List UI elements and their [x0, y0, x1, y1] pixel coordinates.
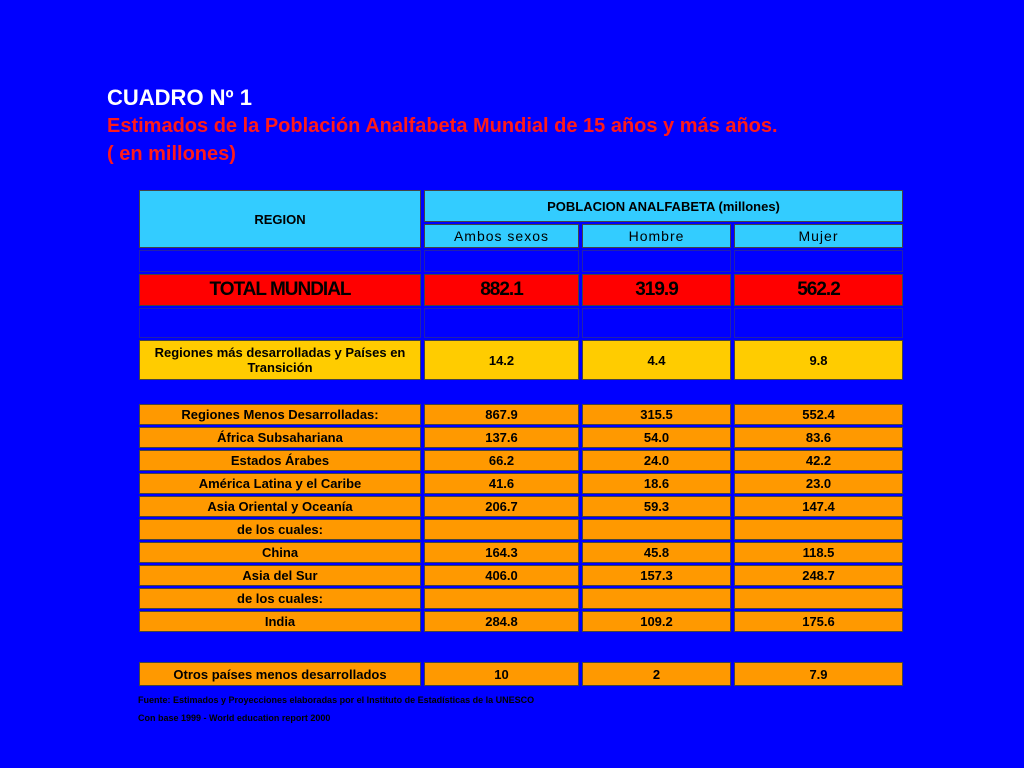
table-title: CUADRO Nº 1: [107, 85, 252, 110]
row-ambos: 41.6: [424, 473, 579, 494]
table-row: [139, 404, 903, 425]
row-region: China: [139, 542, 421, 563]
total-region: TOTAL MUNDIAL: [139, 274, 421, 306]
row-mujer: [734, 588, 903, 609]
row-mujer: 175.6: [734, 611, 903, 632]
row-mujer: 147.4: [734, 496, 903, 517]
spacer-cell: [734, 308, 903, 338]
row-hombre: 157.3: [582, 565, 731, 586]
total-ambos: 882.1: [424, 274, 579, 306]
row-hombre: [582, 588, 731, 609]
spacer-cell: [424, 308, 579, 338]
row-ambos: 66.2: [424, 450, 579, 471]
other-ambos: 10: [424, 662, 579, 686]
row-region: Regiones Menos Desarrolladas:: [139, 404, 421, 425]
row-region: India: [139, 611, 421, 632]
row-hombre: 315.5: [582, 404, 731, 425]
footer-source: Fuente: Estimados y Proyecciones elaboradas por el Instituto de Estadísticas de la UNESCO: [138, 695, 535, 705]
developed-row: [139, 340, 903, 380]
other-mujer: 7.9: [734, 662, 903, 686]
row-ambos: [424, 588, 579, 609]
row-mujer: 42.2: [734, 450, 903, 471]
other-table: [136, 660, 906, 688]
row-ambos: 164.3: [424, 542, 579, 563]
table-row: [139, 542, 903, 563]
row-hombre: 59.3: [582, 496, 731, 517]
developed-ambos: 14.2: [424, 340, 579, 380]
group-header: POBLACION ANALFABETA (millones): [424, 190, 903, 222]
spacer-cell: [582, 250, 731, 272]
table-row: [139, 611, 903, 632]
table-row: [139, 450, 903, 471]
spacer-cell: [582, 308, 731, 338]
row-hombre: 45.8: [582, 542, 731, 563]
table-subtitle: Estimados de la Población Analfabeta Mundial de 15 años y más años.: [107, 115, 778, 137]
row-region: de los cuales:: [139, 588, 421, 609]
table-row: [139, 565, 903, 586]
row-mujer: 83.6: [734, 427, 903, 448]
less-developed-table: [136, 402, 906, 634]
row-ambos: 284.8: [424, 611, 579, 632]
main-table: [136, 188, 906, 382]
spacer-cell: [139, 250, 421, 272]
row-hombre: 109.2: [582, 611, 731, 632]
row-hombre: 54.0: [582, 427, 731, 448]
developed-region: Regiones más desarrolladas y Países en Transición: [139, 340, 421, 380]
total-hombre: 319.9: [582, 274, 731, 306]
spacer-cell: [734, 250, 903, 272]
row-ambos: 206.7: [424, 496, 579, 517]
total-row: [139, 274, 903, 306]
table-row: [139, 496, 903, 517]
row-ambos: [424, 519, 579, 540]
row-region: Asia del Sur: [139, 565, 421, 586]
row-region: África Subsahariana: [139, 427, 421, 448]
row-region: de los cuales:: [139, 519, 421, 540]
spacer-cell: [424, 250, 579, 272]
row-mujer: [734, 519, 903, 540]
other-region: Otros países menos desarrollados: [139, 662, 421, 686]
other-row: [139, 662, 903, 686]
developed-hombre: 4.4: [582, 340, 731, 380]
row-mujer: 118.5: [734, 542, 903, 563]
footer-basis: Con base 1999 - World education report 2000: [138, 713, 331, 723]
row-hombre: 24.0: [582, 450, 731, 471]
row-region: América Latina y el Caribe: [139, 473, 421, 494]
row-region: Estados Árabes: [139, 450, 421, 471]
region-header: REGION: [139, 190, 421, 248]
row-mujer: 248.7: [734, 565, 903, 586]
row-region: Asia Oriental y Oceanía: [139, 496, 421, 517]
spacer-cell: [139, 308, 421, 338]
row-hombre: 18.6: [582, 473, 731, 494]
row-hombre: [582, 519, 731, 540]
table-row: [139, 473, 903, 494]
row-mujer: 23.0: [734, 473, 903, 494]
col-mujer-header: Mujer: [734, 224, 903, 248]
table-row: [139, 427, 903, 448]
total-mujer: 562.2: [734, 274, 903, 306]
row-ambos: 406.0: [424, 565, 579, 586]
table-row: [139, 519, 903, 540]
row-ambos: 867.9: [424, 404, 579, 425]
other-hombre: 2: [582, 662, 731, 686]
table-unit: ( en millones): [107, 143, 236, 165]
row-mujer: 552.4: [734, 404, 903, 425]
col-hombre-header: Hombre: [582, 224, 731, 248]
table-row: [139, 588, 903, 609]
developed-mujer: 9.8: [734, 340, 903, 380]
row-ambos: 137.6: [424, 427, 579, 448]
col-ambos-header: Ambos sexos: [424, 224, 579, 248]
title-block: [107, 84, 778, 168]
